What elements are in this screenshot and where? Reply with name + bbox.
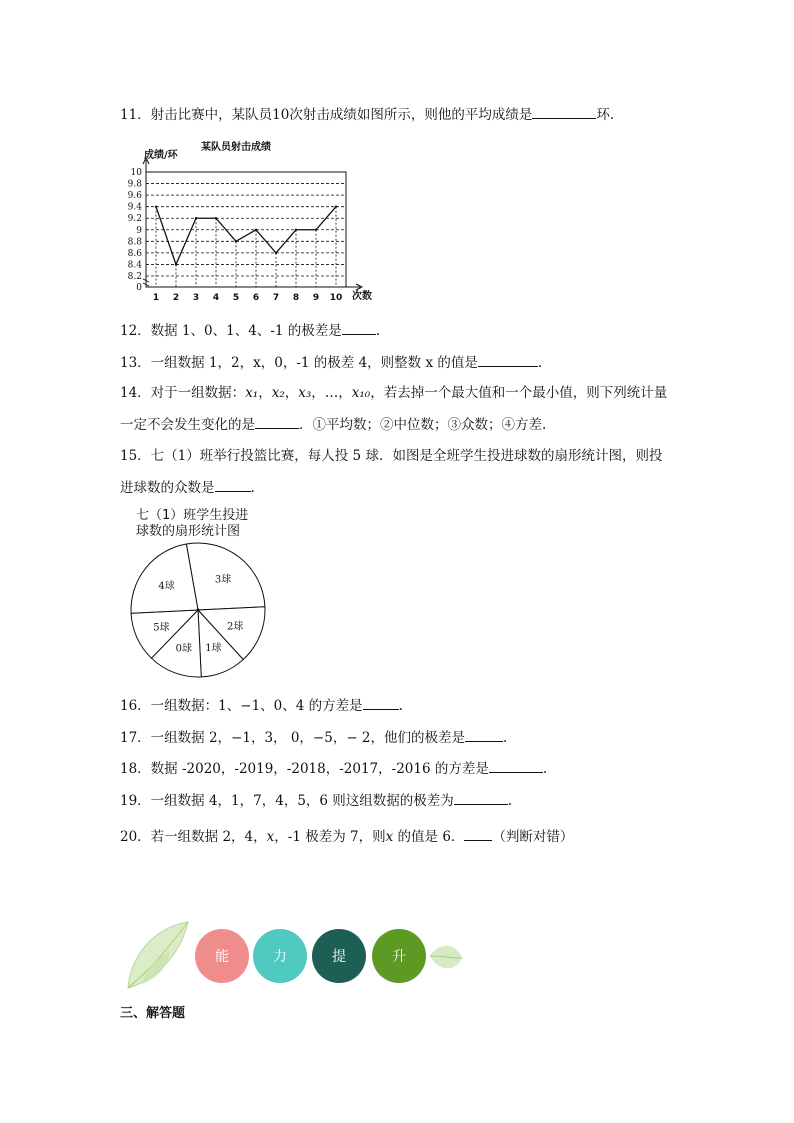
question-suffix: 环. [596, 107, 615, 123]
question-14-line-2 [120, 414, 546, 435]
question-suffix: . [542, 761, 548, 777]
x-tick-label: 10 [329, 293, 343, 303]
x-tick-label: 6 [252, 293, 260, 303]
question-text: 17．一组数据 2，−1，3， 0，−5，− 2，他们的极差是 [120, 730, 466, 746]
banner-circle-1: 能 [195, 929, 249, 983]
y-tick-label: 9 [136, 225, 142, 236]
math-ellipsis: … [324, 385, 339, 401]
question-text: 14．对于一组数据： [120, 385, 246, 401]
answer-blank [342, 320, 376, 335]
question-suffix: . [537, 355, 543, 371]
shooting-score-chart [118, 138, 378, 308]
question-17 [120, 727, 507, 748]
x-tick-label: 9 [312, 293, 320, 303]
data-point [255, 229, 257, 231]
x-axis-label: 次数 [352, 291, 372, 302]
chart-title: 某队员射击成绩 [201, 142, 271, 153]
question-20 [120, 826, 573, 847]
question-suffix: （判断对错） [492, 829, 574, 845]
banner-circle-4: 升 [372, 929, 426, 983]
question-options: ．①平均数；②中位数；③众数；④方差. [299, 417, 547, 433]
pie-slice-label: 1球 [205, 643, 222, 655]
math-variable: x₁ [245, 385, 259, 401]
question-11 [120, 104, 614, 125]
ability-improvement-banner [122, 918, 472, 990]
data-point [335, 205, 337, 207]
pie-slice [131, 544, 198, 613]
pie-title-line-1: 七（1）班学生投进 [136, 508, 249, 523]
y-tick-label: 8.6 [127, 248, 142, 259]
banner-circle-2: 力 [253, 929, 307, 983]
question-15-line-2 [120, 477, 255, 498]
pie-slice-label: 0球 [175, 643, 193, 655]
question-text: 20．若一组数据 2，4， [120, 829, 267, 845]
answer-blank [532, 104, 596, 119]
math-variable: x [266, 829, 275, 845]
series-line [156, 207, 336, 265]
x-tick-label: 1 [152, 293, 160, 303]
y-tick-label: 0 [136, 283, 142, 293]
y-tick-label: 8.2 [127, 272, 142, 282]
pie-chart-svg [128, 540, 278, 690]
x-tick-label: 8 [292, 293, 300, 303]
question-text: 15．七（1）班举行投篮比赛，每人投 5 球．如图是全班学生投进球数的扇形统计图，则投 [120, 448, 663, 464]
y-axis-label: 成绩/环 [144, 150, 178, 161]
x-tick-label: 3 [192, 293, 200, 303]
math-variable: x₂ [271, 385, 285, 401]
data-point [155, 205, 157, 207]
answer-blank [464, 826, 492, 841]
math-variable: x₃ [298, 385, 312, 401]
question-text: 13．一组数据 1，2，x，0，-1 的极差 4，则整数 x 的值是 [120, 355, 478, 371]
question-16 [120, 695, 403, 716]
answer-blank [478, 352, 538, 367]
data-point [195, 217, 197, 219]
y-tick-label: 10 [130, 168, 142, 178]
question-19 [120, 790, 512, 811]
question-text: 18．数据 -2020，-2019，-2018，-2017，-2016 的方差是 [120, 761, 489, 777]
y-tick-label: 9.8 [127, 179, 142, 190]
y-tick-label: 9.4 [127, 202, 142, 213]
question-text: 进球数的众数是 [120, 480, 215, 496]
question-15-line-1 [120, 446, 662, 466]
answer-blank [465, 727, 503, 742]
question-text: ，若去掉一个最大值和一个最小值，则下列统计量 [370, 385, 668, 401]
leaf-decoration-right [426, 938, 466, 978]
question-14-line-1: 14．对于一组数据：x₁，x₂，x₃，…，x₁₀，若去掉一个最大值和一个最小值，则下列统计量 [120, 385, 668, 401]
data-point [315, 229, 317, 231]
question-suffix: . [507, 793, 513, 809]
x-tick-label: 4 [212, 293, 220, 303]
pie-slice-label: 5球 [153, 622, 170, 634]
question-text: 的值是 6． [393, 829, 465, 845]
question-text: 19．一组数据 4，1，7，4，5，6 则这组数据的极差为 [120, 793, 454, 809]
question-text: 11．射击比赛中，某队员10次射击成绩如图所示，则他的平均成绩是 [120, 107, 533, 123]
question-suffix: . [375, 323, 381, 339]
answer-blank [255, 414, 299, 429]
question-text: 16．一组数据：1、−1、0、4 的方差是 [120, 698, 363, 714]
data-point [275, 252, 277, 254]
x-tick-label: 2 [172, 293, 180, 303]
data-point [215, 217, 217, 219]
data-point [295, 229, 297, 231]
x-tick-label: 5 [232, 293, 240, 303]
question-13 [120, 352, 542, 373]
pie-slice-label: 3球 [214, 574, 232, 586]
question-18 [120, 758, 547, 779]
answer-blank [363, 695, 399, 710]
question-suffix: . [250, 480, 255, 496]
y-tick-label: 8.4 [127, 260, 142, 271]
banner-circle-3: 提 [312, 929, 366, 983]
answer-blank [489, 758, 543, 773]
pie-slice-label: 4球 [158, 580, 175, 592]
question-12 [120, 320, 380, 341]
math-variable: x [385, 829, 394, 845]
pie-chart [128, 508, 278, 688]
y-tick-label: 9.2 [127, 214, 142, 225]
answer-blank [215, 477, 251, 492]
data-point [235, 240, 237, 242]
pie-title-line-2: 球数的扇形统计图 [136, 524, 241, 539]
question-suffix: . [503, 730, 508, 746]
question-text: ，-1 极差为 7，则 [274, 829, 386, 845]
y-tick-label: 8.8 [127, 237, 142, 248]
line-chart-svg [118, 138, 378, 308]
pie-center [197, 609, 200, 612]
data-point [175, 263, 177, 265]
pie-slice-label: 2球 [226, 621, 244, 633]
answer-blank [454, 790, 508, 805]
question-text: 一定不会发生变化的是 [120, 417, 255, 433]
y-tick-label: 9.6 [127, 191, 142, 202]
question-suffix: . [398, 698, 403, 714]
math-variable: x₁₀ [351, 385, 371, 401]
section-title: 三、解答题 [120, 1006, 186, 1021]
question-text: 12．数据 1、0、1、4、-1 的极差是 [120, 323, 342, 339]
x-tick-label: 7 [272, 293, 280, 303]
leaf-decoration-left [122, 918, 194, 990]
